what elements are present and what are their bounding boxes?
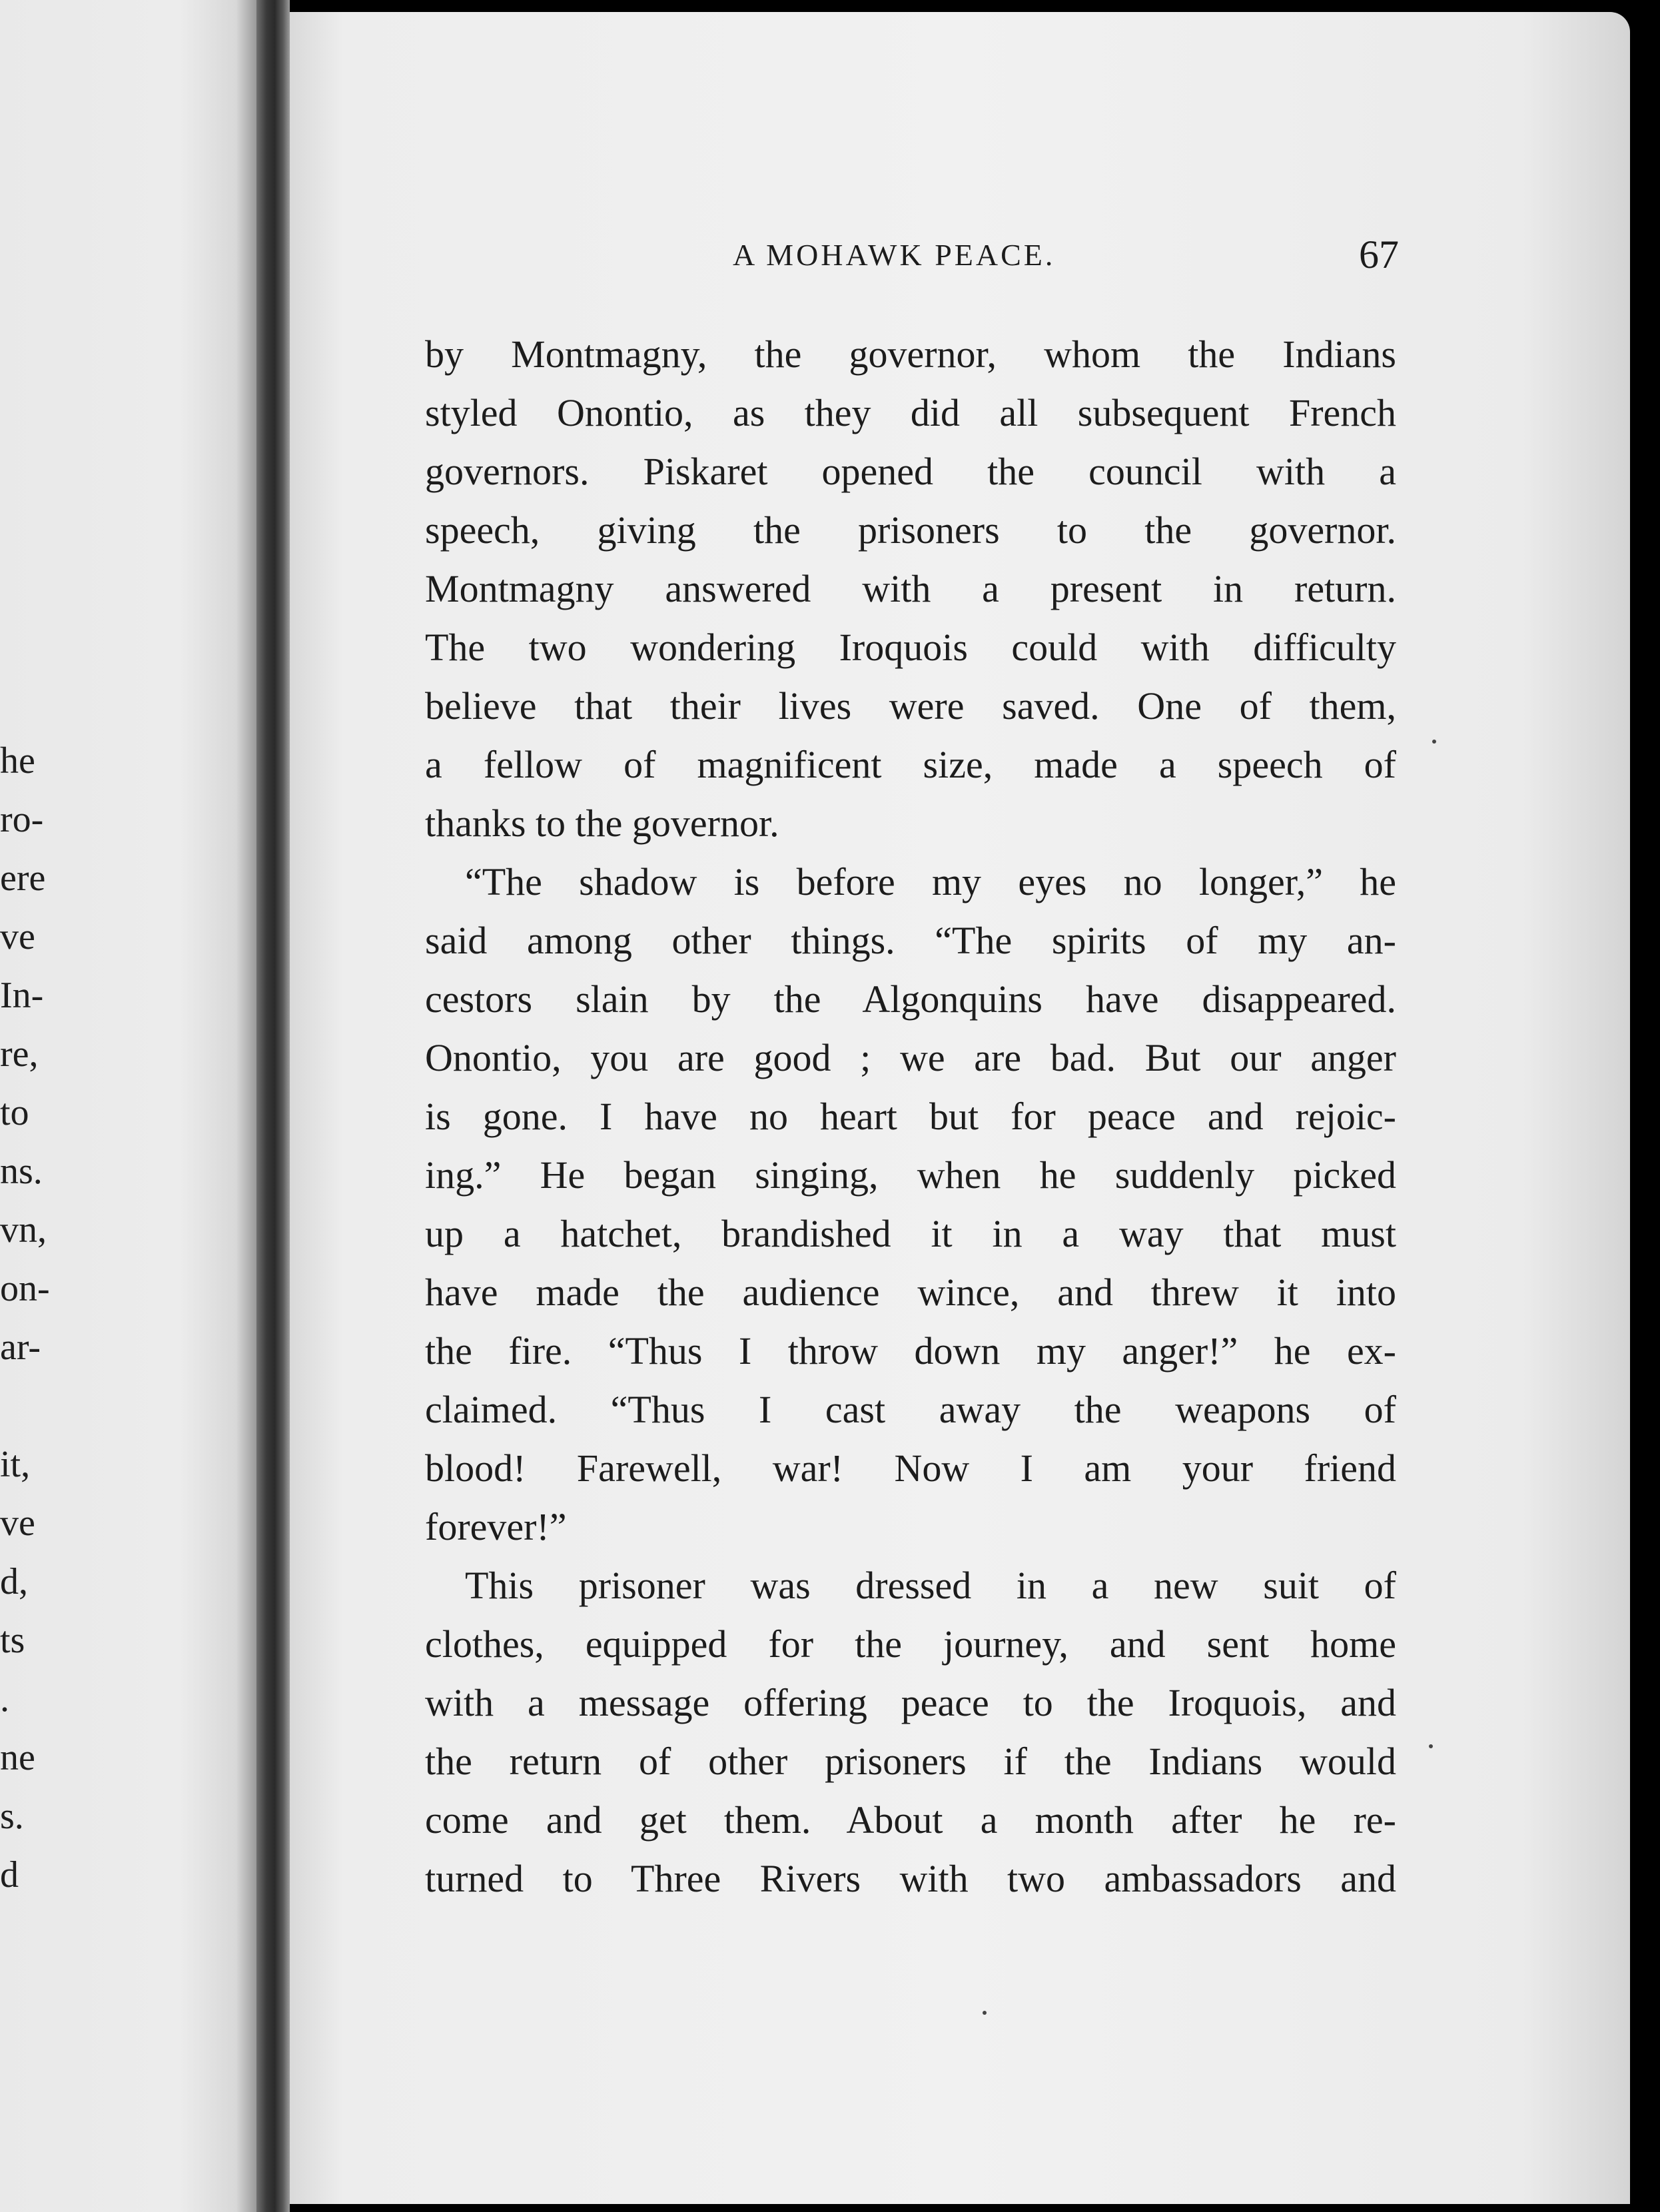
fragment-line: d, — [0, 1561, 28, 1602]
text-line: have made the audience wince, and threw it into — [425, 1271, 1396, 1314]
text-line: forever!” — [425, 1505, 567, 1548]
text-line: by Montmagny, the governor, whom the Indians — [425, 332, 1396, 376]
fragment-line: ve — [0, 1502, 35, 1544]
body-text — [425, 325, 1396, 1908]
scan-speck — [983, 2011, 987, 2015]
text-line: speech, giving the prisoners to the governor. — [425, 508, 1396, 552]
scan-speck — [1432, 740, 1436, 744]
text-line: believe that their lives were saved. One of them, — [425, 684, 1396, 728]
text-line: Montmagny answered with a present in return. — [425, 567, 1396, 610]
scan-speck — [1429, 1744, 1433, 1748]
text-line: come and get them. About a month after he re- — [425, 1798, 1396, 1842]
text-line: ing.” He began singing, when he suddenly picked — [425, 1153, 1396, 1197]
text-line: The two wondering Iroquois could with difficulty — [425, 626, 1396, 669]
fragment-line: to — [0, 1092, 29, 1133]
text-line: up a hatchet, brandished it in a way that must — [425, 1212, 1396, 1255]
text-line: the fire. “Thus I throw down my anger!” he ex- — [425, 1329, 1396, 1373]
previous-page-edge — [0, 0, 256, 2212]
fragment-line: ve — [0, 916, 35, 957]
text-line: with a message offering peace to the Iroquois, and — [425, 1681, 1396, 1724]
fragment-line: . — [0, 1678, 9, 1720]
fragment-line: ro- — [0, 799, 44, 840]
text-line: governors. Piskaret opened the council with a — [425, 450, 1396, 493]
text-line: claimed. “Thus I cast away the weapons of — [425, 1388, 1396, 1431]
fragment-line: In- — [0, 975, 44, 1016]
text-line: clothes, equipped for the journey, and sent home — [425, 1622, 1396, 1666]
running-header — [290, 232, 1630, 278]
fragment-line: d — [0, 1854, 19, 1896]
fragment-line: ts — [0, 1620, 25, 1661]
text-line: the return of other prisoners if the Indians would — [425, 1740, 1396, 1783]
text-line: Onontio, you are good ; we are bad. But our anger — [425, 1036, 1396, 1079]
text-line: “The shadow is before my eyes no longer,” he — [465, 860, 1396, 903]
fragment-line: ar- — [0, 1327, 41, 1368]
fragment-line: re, — [0, 1033, 39, 1075]
fragment-line: on- — [0, 1268, 50, 1309]
text-line: is gone. I have no heart but for peace and rejoic- — [425, 1095, 1396, 1138]
text-line: said among other things. “The spirits of my an- — [425, 919, 1396, 962]
fragment-line: it, — [0, 1444, 31, 1485]
book-page — [290, 12, 1630, 2204]
text-line: a fellow of magnificent size, made a speech of — [425, 743, 1396, 786]
text-line: turned to Three Rivers with two ambassadors and — [425, 1857, 1396, 1900]
previous-page-text-fragments — [0, 732, 80, 1904]
text-line: blood! Farewell, war! Now I am your friend — [425, 1446, 1396, 1490]
book-gutter — [256, 0, 290, 2212]
fragment-line: s. — [0, 1796, 24, 1837]
text-line: thanks to the governor. — [425, 802, 779, 845]
running-title: A MOHAWK PEACE. — [733, 238, 1056, 272]
text-line: This prisoner was dressed in a new suit of — [465, 1564, 1396, 1607]
fragment-line: vn, — [0, 1209, 47, 1251]
text-line: cestors slain by the Algonquins have disappeared. — [425, 977, 1396, 1021]
fragment-line: ere — [0, 857, 46, 899]
text-line: styled Onontio, as they did all subsequent French — [425, 391, 1396, 434]
fragment-line: ns. — [0, 1151, 43, 1192]
fragment-line: he — [0, 740, 35, 782]
page-number: 67 — [1359, 233, 1399, 276]
fragment-line: ne — [0, 1737, 35, 1778]
